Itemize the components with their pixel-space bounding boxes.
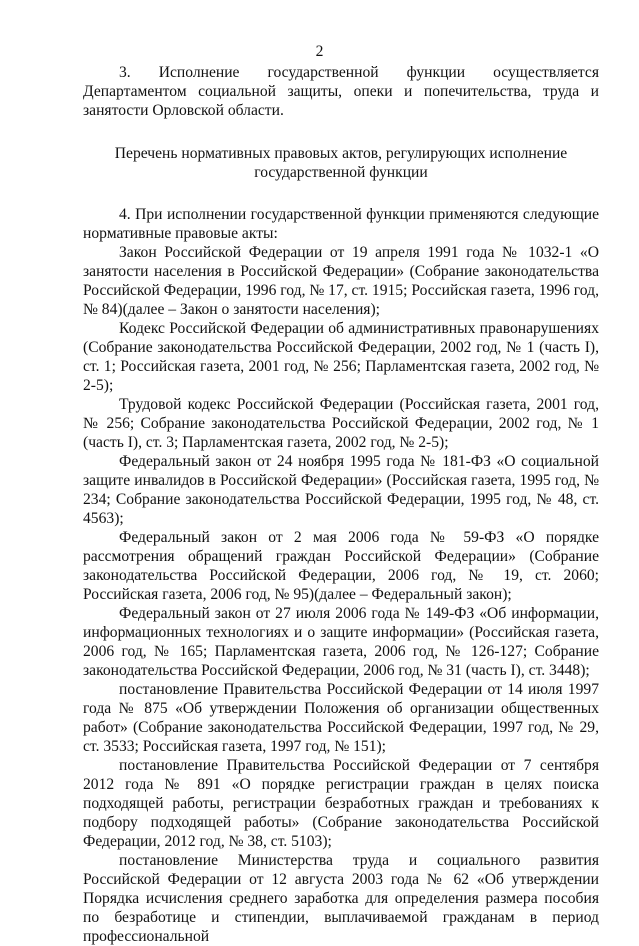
section-heading-line-2: государственной функции xyxy=(254,164,428,181)
paragraph-average-earnings-resolution: постановление Министерства труда и социального развития Российской Федерации от 12 августа 2003 года № 62 «Об утверждении Порядка исчисления среднего заработка для определения размера пособия по безработице и стипендии, выплачиваемой гражданам в период профессиональной xyxy=(83,852,599,945)
section-heading-line-1: Перечень нормативных правовых актов, регулирующих исполнение xyxy=(114,145,568,162)
paragraph-public-works-resolution: постановление Правительства Российской Федерации от 14 июля 1997 года № 875 «Об утверждении Положения об организации общественных работ» (Собрание законодательства Российской Федерации, 1997 год, № 29, ст. 3533; Российская газета, 1997 год, № 151); xyxy=(83,681,599,755)
section-heading xyxy=(83,144,599,182)
paragraph-employment-law: Закон Российской Федерации от 19 апреля 1991 года № 1032-1 «О занятости населения в Российской Федерации» (Собрание законодательства Российской Федерации, 1996 год, № 17, ст. 1915; Российская газета, 1996 год, № 84)(далее – Закон о занятости населения); xyxy=(83,244,599,318)
paragraph-acts-intro: 4. При исполнении государственной функции применяются следующие нормативные правовые акты: xyxy=(83,206,599,242)
paragraph-registration-resolution: постановление Правительства Российской Федерации от 7 сентября 2012 года № 891 «О порядке регистрации граждан в целях поиска подходящей работы, регистрации безработных граждан и требованиях к подбору подходящей работы» (Собрание законодательства Российской Федерации, 2012 год, № 38, ст. 5103); xyxy=(83,757,599,850)
paragraph-information-law: Федеральный закон от 27 июля 2006 года № 149-ФЗ «Об информации, информационных технологиях и о защите информации» (Российская газета, 2006 год, № 165; Парламентская газета, 2006 год, № 126-127; Собрание законодательства Российской Федерации, 2006 год, № 31 (часть I), ст. 3448); xyxy=(83,605,599,679)
paragraph-appeals-law: Федеральный закон от 2 мая 2006 года № 59-ФЗ «О порядке рассмотрения обращений граждан Российской Федерации» (Собрание законодательства Российской Федерации, 2006 год, № 19, ст. 2060; Российская газета, 2006 год, № 95)(далее – Федеральный закон); xyxy=(83,529,599,603)
page-number: 2 xyxy=(315,43,324,60)
paragraph-labor-code: Трудовой кодекс Российской Федерации (Российская газета, 2001 год, № 256; Собрание законодательства Российской Федерации, 2002 год, № 1 (часть I), ст. 3; Парламентская газета, 2002 год, № 2-5); xyxy=(83,396,599,451)
intro-paragraph: 3. Исполнение государственной функции осуществляется Департаментом социальной защиты, опеки и попечительства, труда и занятости Орловской области. xyxy=(83,64,599,119)
paragraph-administrative-code: Кодекс Российской Федерации об административных правонарушениях (Собрание законодательства Российской Федерации, 2002 год, № 1 (часть I), ст. 1; Российская газета, 2001 год, № 256; Парламентская газета, 2002 год, № 2-5); xyxy=(83,320,599,394)
document-body xyxy=(83,63,599,946)
paragraph-disability-law: Федеральный закон от 24 ноября 1995 года № 181-ФЗ «О социальной защите инвалидов в Российской Федерации» (Российская газета, 1995 год, № 234; Собрание законодательства Российской Федерации, 1995 год, № 48, ст. 4563); xyxy=(83,453,599,527)
